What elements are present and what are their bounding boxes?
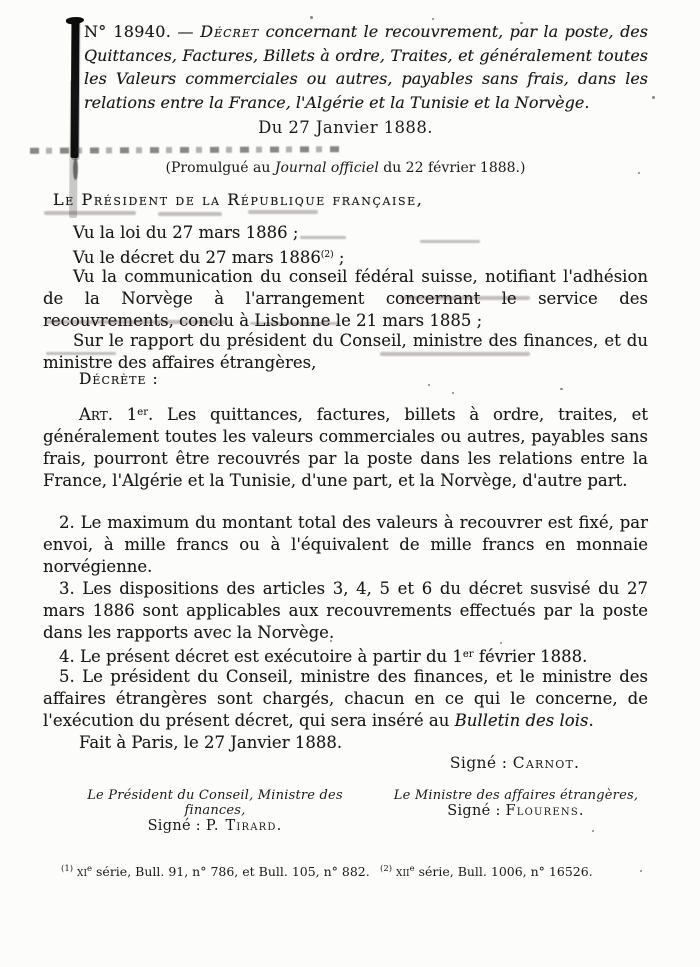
scan-speck: [452, 392, 454, 394]
article-5-end: .: [588, 711, 594, 730]
scan-speck: [310, 16, 313, 19]
article-1-ordinal: er: [137, 407, 148, 418]
signature-right-line: [392, 803, 640, 819]
decree-number: N° 18940.: [84, 22, 172, 41]
article-1-number: 1: [113, 405, 138, 424]
visa-communication: Vu la communication du conseil fédéral suisse, notifiant l'adhésion de la Norvège à l'arrangement concernant le service des recouvrements, conclu à Lisbonne le 21 mars 1885 ;: [43, 267, 648, 330]
salutation-line: Le Président de la République française,: [53, 190, 424, 209]
footnote-ref-2: (2): [320, 250, 334, 260]
footnote-2-text: série, Bull. 1006, n° 16526.: [414, 864, 593, 879]
article-5-text: 5. Le président du Conseil, ministre des finances, et le ministre des affaires étrangères sont chargés, chacun en ce qui le concerne, de l'exécution du présent décret, qui sera inséré au: [43, 667, 648, 730]
article-1-text: . Les quittances, factures, billets à ordre, traites, et généralement toutes les valeurs commerciales ou autres, payables sans frais, pourront être recouvrés par la poste dans les relations entre la France, l'Algérie et la Tunisie, d'une part, et la Norvège, d'autre part.: [43, 405, 648, 490]
scan-binding-bar: [71, 20, 80, 158]
scan-smudge-line: [30, 146, 342, 154]
scan-speck: [560, 388, 563, 390]
footnote-2-series: xii: [396, 864, 410, 879]
header-dash: —: [177, 22, 194, 41]
scan-speck: [592, 830, 594, 832]
decree-word: Décrète :: [79, 370, 159, 388]
scan-bleed-mark: [158, 212, 222, 216]
signature-block-left: [60, 788, 370, 834]
article-4: [43, 644, 648, 668]
scan-bleed-mark: [248, 210, 318, 214]
signature-left-title: Le Président du Conseil, Ministre des finances,: [87, 788, 343, 818]
signature-right-name: Flourens.: [505, 803, 585, 819]
footnote-1-text: série, Bull. 91, n° 786, et Bull. 105, n° 882.: [92, 864, 370, 879]
signature-right-label: Signé :: [447, 803, 506, 819]
article-5: [43, 666, 648, 732]
footnote-2: [380, 860, 645, 881]
closing-line: Fait à Paris, le 27 Janvier 1888.: [79, 733, 343, 752]
signature-president-label: Signé :: [449, 754, 513, 772]
article-1: [43, 402, 648, 492]
footnote-1-series: xi: [77, 864, 87, 879]
signature-left-line: [60, 818, 370, 834]
visa-decree-end: ;: [333, 248, 345, 267]
article-3: 3. Les dispositions des articles 3, 4, 5 et 6 du décret susvisé du 27 mars 1886 sont applicables aux recouvrements effectués par la poste dans les rapports avec la Norvège.: [43, 579, 648, 642]
bulletin-des-lois-label: Bulletin des lois: [454, 711, 589, 730]
article-1-label: Art.: [79, 405, 113, 424]
signature-president: [410, 754, 620, 772]
footnote-1-marker: (1): [61, 864, 74, 874]
decree-title-lead: Décret: [200, 22, 260, 41]
footnote-2-marker: (2): [380, 864, 393, 874]
article-4-text: 4. Le présent décret est exécutoire à partir du 1: [59, 647, 463, 666]
signature-right-title: Le Ministre des affaires étrangères,: [393, 788, 639, 803]
scan-binding-bar-cap: [66, 16, 85, 25]
visa-report: Sur le rapport du président du Conseil, ministre des finances, et du ministre des affaires étrangères,: [43, 331, 648, 372]
promulgation-post: du 22 février 1888.): [378, 160, 526, 176]
signature-left-name: P. Tirard.: [205, 818, 283, 834]
scan-bleed-mark: [44, 211, 136, 215]
article-4-end: février 1888.: [473, 647, 588, 666]
visa-decree-text: Vu le décret du 27 mars 1886: [73, 248, 321, 267]
footnote-1-ordinal: e: [87, 864, 93, 874]
decree-date: Du 27 Janvier 1888.: [258, 118, 433, 137]
promulgation-pre: (Promulgué au: [165, 160, 275, 176]
article-2: 2. Le maximum du montant total des valeurs à recouvrer est fixé, par envoi, à mille francs ou à l'équivalent de mille francs en monnaie norvégienne.: [43, 513, 648, 576]
visa-law: Vu la loi du 27 mars 1886 ;: [73, 223, 299, 242]
footnotes: [45, 860, 645, 881]
footnote-1: [45, 860, 380, 881]
signature-president-name: Carnot.: [512, 754, 581, 772]
article-4-ordinal: er: [462, 649, 474, 660]
decree-header: [84, 20, 648, 114]
promulgation-line: [43, 160, 648, 176]
decree-title-text: concernant le recouvrement, par la poste, des Quittances, Factures, Billets à ordre, Traites, et généralement toutes les Valeurs commerciales ou autres, payables sans frais, dans les relations entre la France, l'Algérie et la Tunisie et la Norvège.: [84, 22, 648, 112]
scan-speck: [652, 96, 655, 99]
journal-officiel-label: Journal officiel: [274, 160, 379, 176]
signature-left-label: Signé :: [147, 818, 206, 834]
footnote-2-ordinal: e: [409, 864, 415, 874]
signature-block-right: [392, 788, 640, 819]
